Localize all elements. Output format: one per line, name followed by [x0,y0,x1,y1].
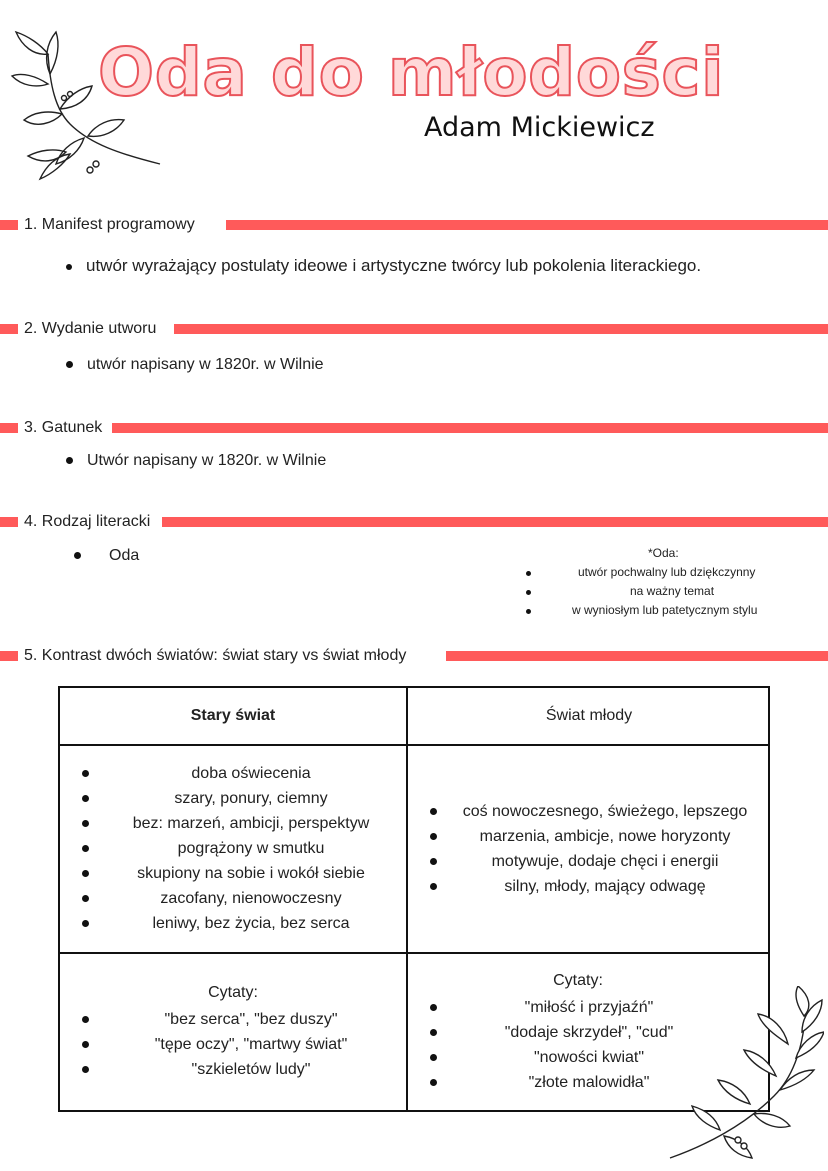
footnote-item: utwór pochwalny lub dziękczynny [526,565,786,581]
young-world-traits [428,799,758,899]
header-marker [0,324,18,334]
section-title: 2. Wydanie utworu [24,318,162,340]
old-world-quotes [80,1007,400,1082]
list-item: pogrążony w smutku [80,836,400,861]
list-item: "dodaje skrzydeł", "cud" [428,1020,748,1045]
list-item: "szkieletów ludy" [80,1057,400,1082]
old-world-traits [80,761,400,936]
list-item: bez: marzeń, ambicji, perspektyw [80,811,400,836]
list-item: coś nowoczesnego, świeżego, lepszego [428,799,758,824]
list-item: motywuje, dodaje chęci i energii [428,849,758,874]
table-divider [60,952,768,954]
section-title: 1. Manifest programowy [24,214,201,236]
list-item: Oda [74,547,139,565]
list-item: utwór napisany w 1820r. w Wilnie [66,356,324,374]
footnote-title: *Oda: [648,546,679,560]
bullet-icon [526,571,531,576]
header-bar [112,423,828,433]
section-header-1 [0,214,828,236]
list-item: "nowości kwiat" [428,1045,748,1070]
section-header-5 [0,645,828,667]
list-item: zacofany, nienowoczesny [80,886,400,911]
bullet-icon [526,609,531,614]
column-header-old: Stary świat [190,707,276,724]
list-item: "złote malowidła" [428,1070,748,1095]
list-item: "bez serca", "bez duszy" [80,1007,400,1032]
header-marker [0,423,18,433]
section-title: 5. Kontrast dwóch światów: świat stary vs świat młody [24,645,412,667]
bullet-icon [66,457,73,464]
list-item: silny, młody, mający odwagę [428,874,758,899]
quotes-label: Cytaty: [208,984,258,1001]
bullet-icon [74,552,81,559]
list-item: doba oświecenia [80,761,400,786]
footnote-item: w wyniosłym lub patetycznym stylu [526,603,786,619]
header-marker [0,517,18,527]
header-bar [226,220,828,230]
bullet-icon [66,361,73,368]
quotes-label: Cytaty: [553,972,603,989]
section-header-2 [0,318,828,340]
table-divider [406,688,408,1110]
list-item: utwór wyrażający postulaty ideowe i artystyczne twórcy lub pokolenia literackiego. [66,256,701,276]
list-item: "tępe oczy", "martwy świat" [80,1032,400,1057]
header-bar [446,651,828,661]
column-header-young: Świat młody [545,707,633,724]
bullet-icon [526,590,531,595]
header-bar [174,324,828,334]
bullet-icon [66,264,72,270]
section-title: 4. Rodzaj literacki [24,511,156,533]
section-header-3 [0,417,828,439]
header-bar [162,517,828,527]
section-header-4 [0,511,828,533]
footnote-item: na ważny temat [526,584,786,600]
section-title: 3. Gatunek [24,417,108,439]
leaf-branch-icon [664,986,824,1166]
header-marker [0,220,18,230]
list-item: skupiony na sobie i wokół siebie [80,861,400,886]
author-name: Adam Mickiewicz [424,112,655,143]
table-divider [60,744,768,746]
list-item: "miłość i przyjaźń" [428,995,748,1020]
list-item: Utwór napisany w 1820r. w Wilnie [66,452,326,470]
header-marker [0,651,18,661]
list-item: szary, ponury, ciemny [80,786,400,811]
list-item: leniwy, bez życia, bez serca [80,911,400,936]
list-item: marzenia, ambicje, nowe horyzonty [428,824,758,849]
page-title: Oda do młodości [98,34,725,111]
